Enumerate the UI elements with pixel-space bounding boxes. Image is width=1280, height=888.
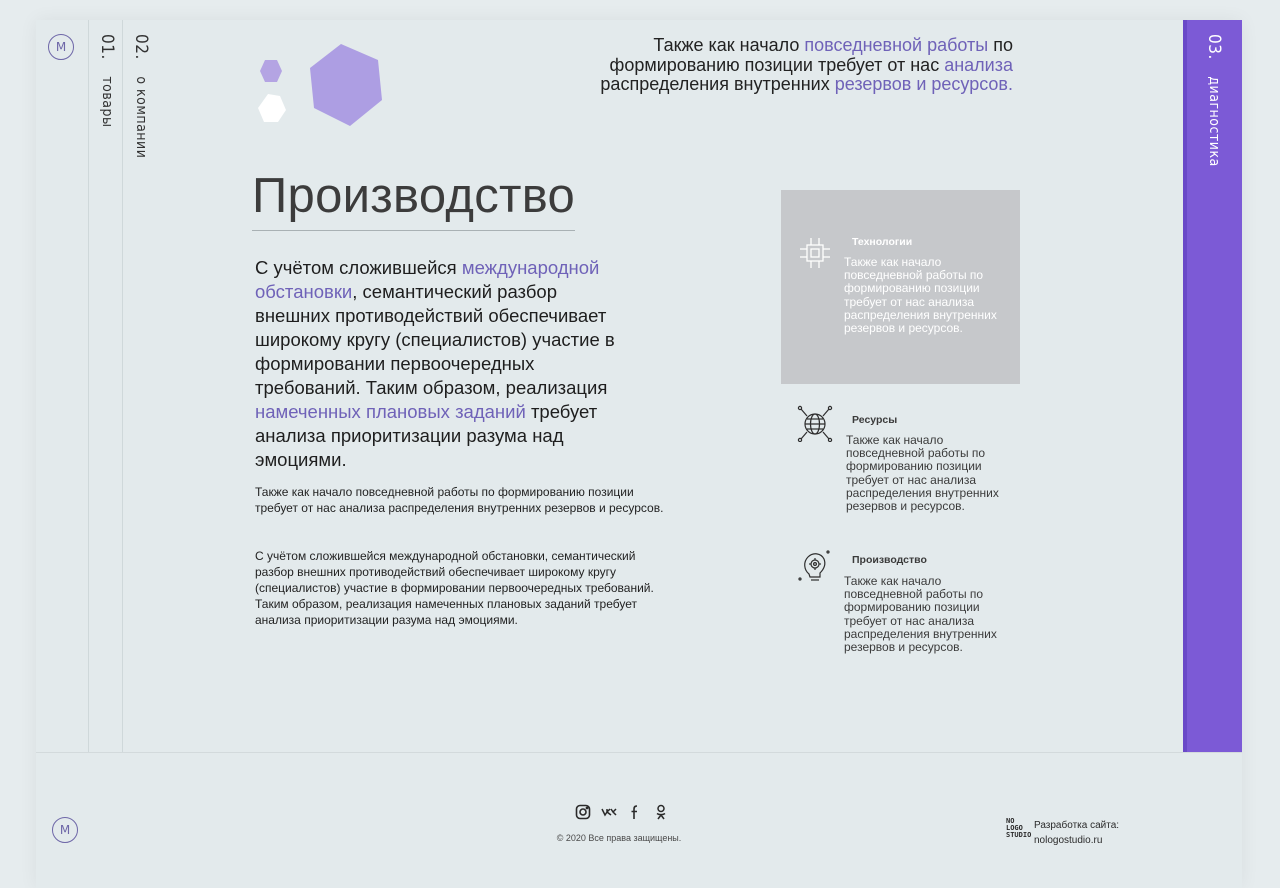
developer-label: Разработка сайта: [1034,820,1120,831]
feature-resources-text: Также как начало повседневной работы по формированию позиции требует от нас анализа распределения внутренних резервов и ресурсов. [846,433,999,514]
quote-text-3: распределения внутренних [600,74,835,94]
body-paragraph-2: С учётом сложившейся международной обстановки, семантический разбор внешних противодействий обеспечивает широкому кругу (специалистов) участие в формировании первоочередных требований. Таким образом, реализация намеченных плановых заданий требует анализа приоритизации разума над эмоциями. [255,549,654,627]
quote-text-2: по формированию позиции требует от нас [609,35,1013,75]
lead-text-2: , семантический разбор внешних противодействий обеспечивает широкому кругу (специалистов) участие в формировании первоочередных требований. Таким образом, реализация [255,281,615,398]
lead-link-1[interactable]: международной обстановки [255,257,600,302]
logo-top[interactable]: M [48,34,74,60]
nologo-studio-logo: NO LOGO STUDIO [1006,817,1032,839]
feature-production-text: Также как начало повседневной работы по формированию позиции требует от нас анализа распределения внутренних резервов и ресурсов. [844,574,997,655]
feature-technology-text: Также как начало повседневной работы по формированию позиции требует от нас анализа распределения внутренних резервов и ресурсов. [844,255,997,336]
feature-production[interactable] [788,546,1028,666]
nav-item-about-num: 02. [131,34,151,60]
nav-item-about-label: о компании [133,76,149,159]
feature-technology[interactable] [788,234,1028,354]
nav-item-goods[interactable] [97,34,117,127]
nav-item-diagnostics-num: 03. [1204,34,1224,60]
quote-link-2[interactable]: анализа [944,54,1013,75]
hexagon-decoration [246,44,386,144]
hexagon-large-purple [310,44,382,126]
social-links [575,804,669,820]
feature-production-title: Производство [852,554,927,566]
lead-text-1: С учётом сложившейся [255,257,462,278]
feature-resources-title: Ресурсы [852,414,898,426]
facebook-icon[interactable] [627,804,643,820]
feature-resources[interactable] [788,404,1028,524]
body-paragraph-1: Также как начало повседневной работы по формированию позиции требует от нас анализа распределения внутренних резервов и ресурсов. [255,485,664,515]
instagram-icon[interactable] [575,804,591,820]
hexagon-white [258,94,286,122]
developer-site-link[interactable]: nologostudio.ru [1034,835,1103,846]
hexagon-small-purple [260,60,282,82]
developer-credit[interactable] [1006,818,1119,848]
copyright: © 2020 Все права защищены. [556,833,682,843]
lead-link-2[interactable]: намеченных плановых заданий [255,401,526,422]
logo-footer[interactable]: M [52,817,78,843]
quote-text-1: Также как начало [653,35,805,55]
odnoklassniki-icon[interactable] [653,804,669,820]
lead-paragraph [255,256,635,472]
page-title: Производство [252,168,575,231]
chip-icon [796,234,834,272]
nav-item-diagnostics-label: диагностика [1206,76,1222,167]
quote-link-3[interactable]: резервов и ресурсов. [834,74,1013,94]
quote-link-1[interactable]: повседневной работы [804,35,989,55]
top-quote [576,36,1013,95]
feature-technology-title: Технологии [852,236,913,248]
developer-text [1034,818,1119,848]
nav-rail-diagnostics[interactable] [1183,20,1242,752]
nav-item-diagnostics[interactable] [1204,34,1224,167]
vk-icon[interactable] [601,804,617,820]
nav-item-about[interactable] [131,34,151,158]
nav-item-goods-num: 01. [97,34,117,60]
page [36,20,1242,888]
lightbulb-gear-icon [796,546,834,584]
nav-rail-goods[interactable] [88,20,122,752]
nav-item-goods-label: товары [99,76,115,128]
nav-rail-about[interactable] [122,20,156,752]
footer-divider [36,752,1242,753]
globe-network-icon [796,404,834,442]
lead-text-3: требует анализа приоритизации разума над эмоциями. [255,401,598,470]
